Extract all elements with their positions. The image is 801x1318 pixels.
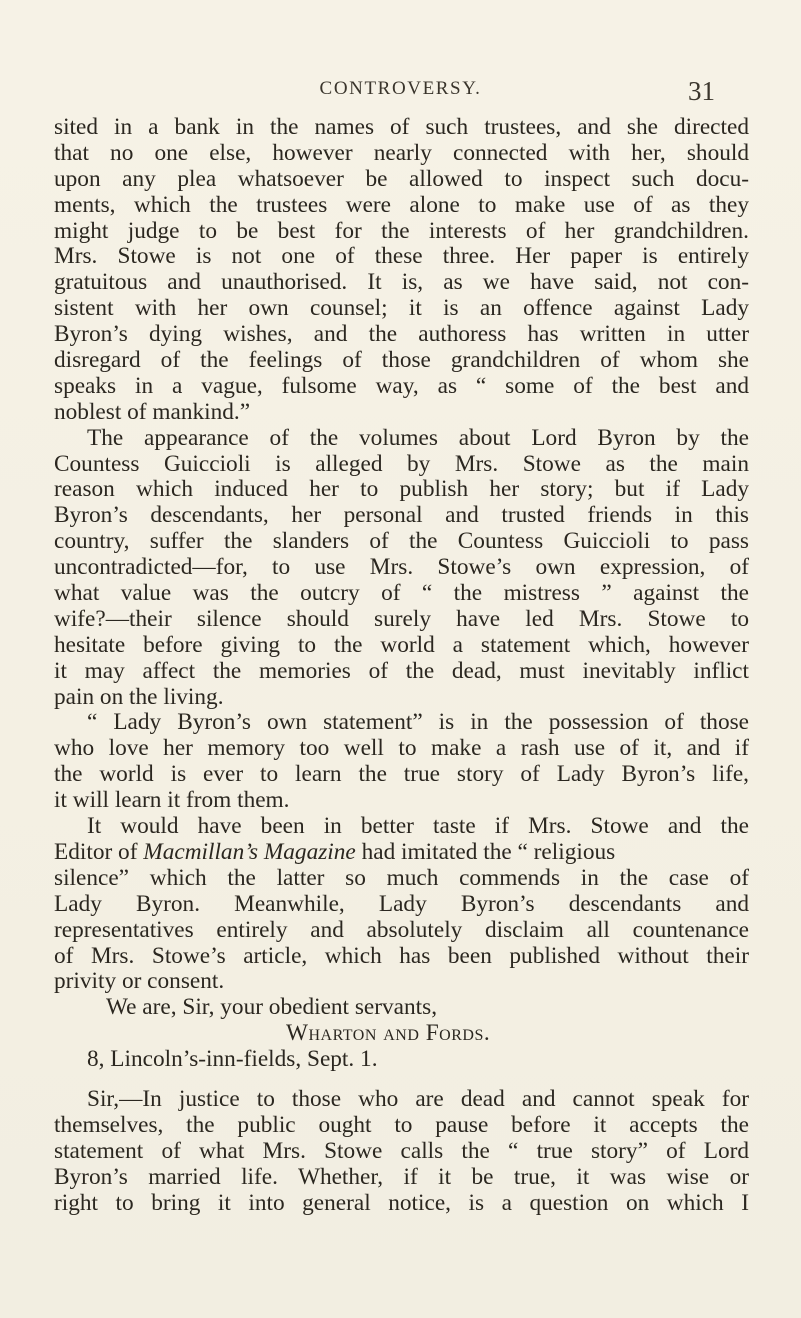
text-line: statement of what Mrs. Stowe calls the “ true story” of Lord — [54, 1137, 749, 1164]
running-title: CONTROVERSY. — [319, 78, 482, 99]
text-line: hesitate before giving to the world a statement which, however — [54, 631, 749, 658]
text-line: gratuitous and unauthorised. It is, as we have said, not con- — [54, 269, 749, 296]
text-line: Mrs. Stowe is not one of these three. Her paper is entirely — [54, 243, 749, 270]
text-run: had imitated the “ religious — [355, 838, 616, 865]
text-line: wife?—their silence should surely have led Mrs. Stowe to — [54, 605, 749, 632]
body-text — [54, 115, 749, 1216]
text-line: upon any plea whatsoever be allowed to inspect such docu- — [54, 165, 749, 192]
text-line: Byron’s married life. Whether, if it be true, it was wise or — [54, 1163, 749, 1190]
text-line: who love her memory too well to make a rash use of it, and if — [54, 735, 749, 762]
text-line: themselves, the public ought to pause before it accepts the — [54, 1111, 749, 1138]
text-line: speaks in a vague, fulsome way, as “ some of the best and — [54, 372, 749, 399]
page-number: 31 — [688, 76, 715, 106]
running-head — [0, 78, 801, 106]
text-line: the world is ever to learn the true story of Lady Byron’s life, — [54, 761, 749, 788]
text-line: of Mrs. Stowe’s article, which has been published without their — [54, 942, 749, 969]
text-line: sited in a bank in the names of such trustees, and she directed — [54, 114, 749, 140]
text-line: representatives entirely and absolutely disclaim all countenance — [54, 916, 749, 943]
text-line: it will learn it from them. — [54, 787, 290, 814]
address-line: 8, Lincoln’s-inn-fields, Sept. 1. — [87, 1046, 378, 1073]
text-line: privity or consent. — [54, 968, 225, 995]
text-line: Sir,—In justice to those who are dead and cannot speak for — [87, 1085, 749, 1112]
text-line: disregard of the feelings of those grandchildren of whom she — [54, 347, 749, 374]
text-line: country, suffer the slanders of the Countess Guiccioli to pass — [54, 528, 749, 555]
text-line: Byron’s dying wishes, and the authoress has written in utter — [54, 321, 749, 348]
text-line: The appearance of the volumes about Lord Byron by the — [87, 424, 749, 451]
letter-gap — [54, 1073, 749, 1087]
text-line: that no one else, however nearly connected with her, should — [54, 139, 749, 166]
text-line: reason which induced her to publish her story; but if Lady — [54, 476, 749, 503]
text-line: Lady Byron. Meanwhile, Lady Byron’s descendants and — [54, 890, 749, 917]
text-line: silence” which the latter so much commends in the case of — [54, 864, 749, 891]
text-line: uncontradicted—for, to use Mrs. Stowe’s own expression, of — [54, 554, 749, 581]
text-line — [54, 840, 749, 866]
text-line: it may affect the memories of the dead, must inevitably inflict — [54, 657, 749, 684]
text-line: what value was the outcry of “ the mistress ” against the — [54, 580, 749, 607]
signature: Wharton and Fords. — [286, 1020, 491, 1047]
text-line: It would have been in better taste if Mrs. Stowe and the — [87, 813, 749, 840]
text-line: sistent with her own counsel; it is an offence against Lady — [54, 295, 749, 322]
text-line: might judge to be best for the interests of her grandchildren. — [54, 217, 749, 244]
text-line: ments, which the trustees were alone to make use of as they — [54, 191, 749, 218]
text-line: noblest of mankind.” — [54, 398, 251, 425]
text-line: right to bring it into general notice, is a question on which I — [54, 1189, 749, 1216]
text-line: Byron’s descendants, her personal and trusted friends in this — [54, 502, 749, 529]
closing-line: We are, Sir, your obedient servants, — [106, 994, 438, 1021]
text-line: pain on the living. — [54, 683, 224, 710]
text-line: Countess Guiccioli is alleged by Mrs. Stowe as the main — [54, 450, 749, 477]
text-run: Editor of — [54, 838, 144, 865]
text-line: “ Lady Byron’s own statement” is in the possession of those — [87, 709, 749, 736]
italic-title: Macmillan’s Magazine — [143, 838, 356, 865]
